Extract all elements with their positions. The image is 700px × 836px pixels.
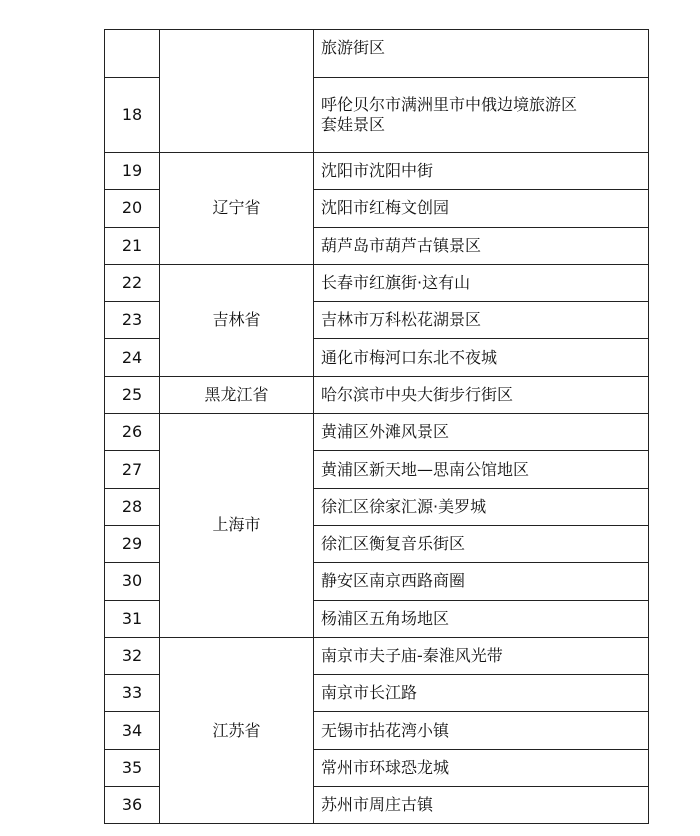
province-cell-heilongjiang: 黑龙江省 (160, 376, 314, 413)
row-number-cell: 25 (105, 376, 160, 413)
table-row (105, 414, 649, 451)
province-cell-jiangsu: 江苏省 (160, 637, 314, 823)
row-number-cell: 27 (105, 451, 160, 488)
province-cell-liaoning: 辽宁省 (160, 153, 314, 265)
scenic-name-cell: 苏州市周庄古镇 (314, 787, 649, 824)
scenic-name-cell: 沈阳市沈阳中街 (314, 153, 649, 190)
scenic-name-cell: 长春市红旗街·这有山 (314, 264, 649, 301)
row-number-cell: 30 (105, 563, 160, 600)
row-number-cell: 29 (105, 525, 160, 562)
scenic-name-cell: 旅游街区 (314, 30, 649, 78)
row-number-cell: 18 (105, 78, 160, 153)
scenic-name-cell: 黄浦区外滩风景区 (314, 414, 649, 451)
row-number-cell: 31 (105, 600, 160, 637)
row-number-cell: 34 (105, 712, 160, 749)
scenic-name-cell: 通化市梅河口东北不夜城 (314, 339, 649, 376)
row-number-cell: 33 (105, 675, 160, 712)
scenic-name-cell: 常州市环球恐龙城 (314, 749, 649, 786)
scenic-name-cell: 葫芦岛市葫芦古镇景区 (314, 227, 649, 264)
row-number-cell: 35 (105, 749, 160, 786)
row-number-cell: 19 (105, 153, 160, 190)
scenic-name-line: 套娃景区 (321, 115, 386, 134)
row-number-cell: 23 (105, 302, 160, 339)
scenic-name-cell: 徐汇区徐家汇源·美罗城 (314, 488, 649, 525)
row-number-cell: 22 (105, 264, 160, 301)
scenic-name-cell: 黄浦区新天地—思南公馆地区 (314, 451, 649, 488)
scenic-name-cell: 杨浦区五角场地区 (314, 600, 649, 637)
scenic-name-cell: 徐汇区衡复音乐街区 (314, 525, 649, 562)
scenic-name-line: 呼伦贝尔市满洲里市中俄边境旅游区 (321, 95, 578, 114)
row-number-cell: 24 (105, 339, 160, 376)
table-row (105, 376, 649, 413)
row-number-cell: 28 (105, 488, 160, 525)
scenic-name-cell: 南京市夫子庙-秦淮风光带 (314, 637, 649, 674)
scenic-name-cell: 哈尔滨市中央大街步行街区 (314, 376, 649, 413)
row-number-cell: 32 (105, 637, 160, 674)
row-number-cell: 20 (105, 190, 160, 227)
province-cell-shanghai: 上海市 (160, 414, 314, 638)
table-row (105, 30, 649, 78)
scenic-area-table (104, 29, 649, 824)
scenic-name-cell: 静安区南京西路商圈 (314, 563, 649, 600)
row-number-cell (105, 30, 160, 78)
province-cell-jilin: 吉林省 (160, 264, 314, 376)
row-number-cell: 36 (105, 787, 160, 824)
scenic-name-cell: 吉林市万科松花湖景区 (314, 302, 649, 339)
table-row (105, 264, 649, 301)
table-row (105, 637, 649, 674)
table-row (105, 153, 649, 190)
scenic-name-cell (314, 78, 649, 153)
province-cell-continued (160, 30, 314, 153)
scenic-name-cell: 无锡市拈花湾小镇 (314, 712, 649, 749)
row-number-cell: 26 (105, 414, 160, 451)
scenic-name-cell: 沈阳市红梅文创园 (314, 190, 649, 227)
row-number-cell: 21 (105, 227, 160, 264)
scenic-name-cell: 南京市长江路 (314, 675, 649, 712)
